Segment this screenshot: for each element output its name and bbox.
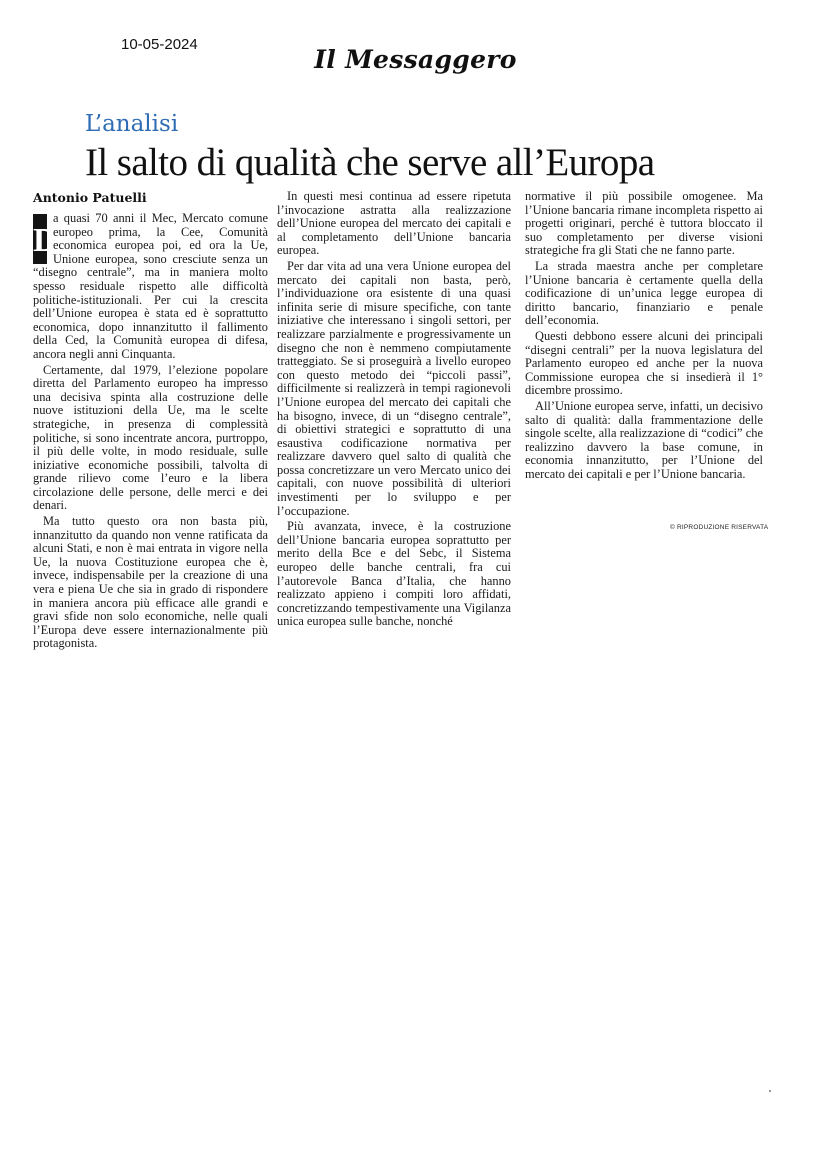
paragraph: La strada maestra anche per completare l’Unione bancaria è certamente quella della codificazione di un’unica legge europea di diritto bancario, finanziario e penale dell’economia.: [525, 258, 763, 328]
paragraph: Questi debbono essere alcuni dei principali “disegni centrali” per la nuova legislatura del Parlamento europeo ed anche per la nuova Commissione europea che si insedierà il 1° dicembre prossimo.: [525, 328, 763, 398]
publication-date: 10-05-2024: [121, 36, 198, 53]
article-byline: Antonio Patuelli: [33, 190, 147, 205]
article-column-3: [525, 190, 763, 481]
article-column-2: [277, 190, 511, 629]
paragraph: normative il più possibile omogenee. Ma l’Unione bancaria rimane incompleta rispetto ai progetti originari, perché è tuttora bloccato il suo completamento per diverse visioni strategiche fra gli Stati che ne fanno parte.: [525, 189, 763, 258]
article-column-1: [33, 212, 268, 651]
drop-cap: D: [33, 214, 47, 264]
paragraph: All’Unione europea serve, infatti, un decisivo salto di qualità: dalla frammentazione delle singole scelte, alla realizzazione di “codici” che realizzino davvero la base comune, in economia innanzitutto, per l’Unione del mercato dei capitali e per l’Unione bancaria.: [525, 398, 763, 481]
copyright-notice: © RIPRODUZIONE RISERVATA: [670, 524, 769, 531]
scan-speck: [769, 1090, 771, 1092]
paragraph: Più avanzata, invece, è la costruzione dell’Unione bancaria europea soprattutto per merito della Bce e del Sebc, il Sistema europeo delle banche centrali, fra cui l’autorevole Banca d’Italia, che hanno realizzato appieno i compiti loro affidati, concretizzando tempestivamente una Vigilanza unica europea sulle banche, nonché: [277, 519, 511, 629]
paragraph: Per dar vita ad una vera Unione europea del mercato dei capitali non basta, però, l’individuazione ora esistente di una quasi infinita serie di misure specifiche, con tante iniziative che interessano i singoli settori, per realizzare parzialmente e progressivamente un disegno che non è nemmeno compiutamente tratteggiato. Se si proseguirà a livello europeo con questo metodo dei “piccoli passi”, difficilmente si realizzerà in tempi ragionevoli l’Unione europea del mercato dei capitali che ha bisogno, invece, di un “disegno centrale”, di obiettivi strategici e soprattutto di una esaustiva codificazione normativa per realizzare davvero quel salto di qualità che possa concretizzare un vero Mercato unico dei capitali, con nuove possibilità di ulteriori investimenti per lo sviluppo e per l’occupazione.: [277, 258, 511, 518]
paragraph: Certamente, dal 1979, l’elezione popolare diretta del Parlamento europeo ha impresso una decisiva spinta alla costruzione delle nuove istituzioni della Ue, ma le scelte strategiche, in presenza di complessità politiche, si sono incentrate ancora, purtroppo, il più delle volte, in modo residuale, sulle iniziative economiche possibili, talvolta di grande rilievo come l’euro e la libera circolazione delle persone, delle merci e dei denari.: [33, 362, 268, 513]
paragraph-text: a quasi 70 anni il Mec, Mercato comune europeo prima, la Cee, Comunità economica europea poi, ed ora la Ue, Unione europea, sono cresciute senza un “disegno centrale”, ma in maniera molto spesso residuale rispetto alle difficoltà politiche-istituzionali. Per cui la crescita dell’Unione europea è stata ed è soprattutto economica, dopo innanzitutto il fallimento della Ced, la Comunità europea di difesa, ancora negli anni Cinquanta.: [33, 211, 268, 361]
article-headline: Il salto di qualità che serve all’Europa: [85, 141, 655, 184]
newspaper-masthead: Il Messaggero: [314, 45, 517, 74]
section-kicker: L’analisi: [85, 111, 179, 137]
paragraph: Ma tutto questo ora non basta più, innanzitutto da quando non venne ratificata da alcuni Stati, e non è mai entrata in vigore nella Ue, la nuova Costituzione europea che è, invece, indispensabile per la creazione di una vera e piena Ue che sia in grado di rispondere in maniera ancora più efficace alle grandi e gravi sfide non solo economiche, nelle quali l’Europa deve essere internazionalmente più protagonista.: [33, 514, 268, 651]
paragraph: In questi mesi continua ad essere ripetuta l’invocazione astratta alla realizzazione dell’Unione europea del mercato dei capitali e al completamento dell’Unione bancaria europea.: [277, 189, 511, 258]
paragraph: [33, 212, 268, 362]
